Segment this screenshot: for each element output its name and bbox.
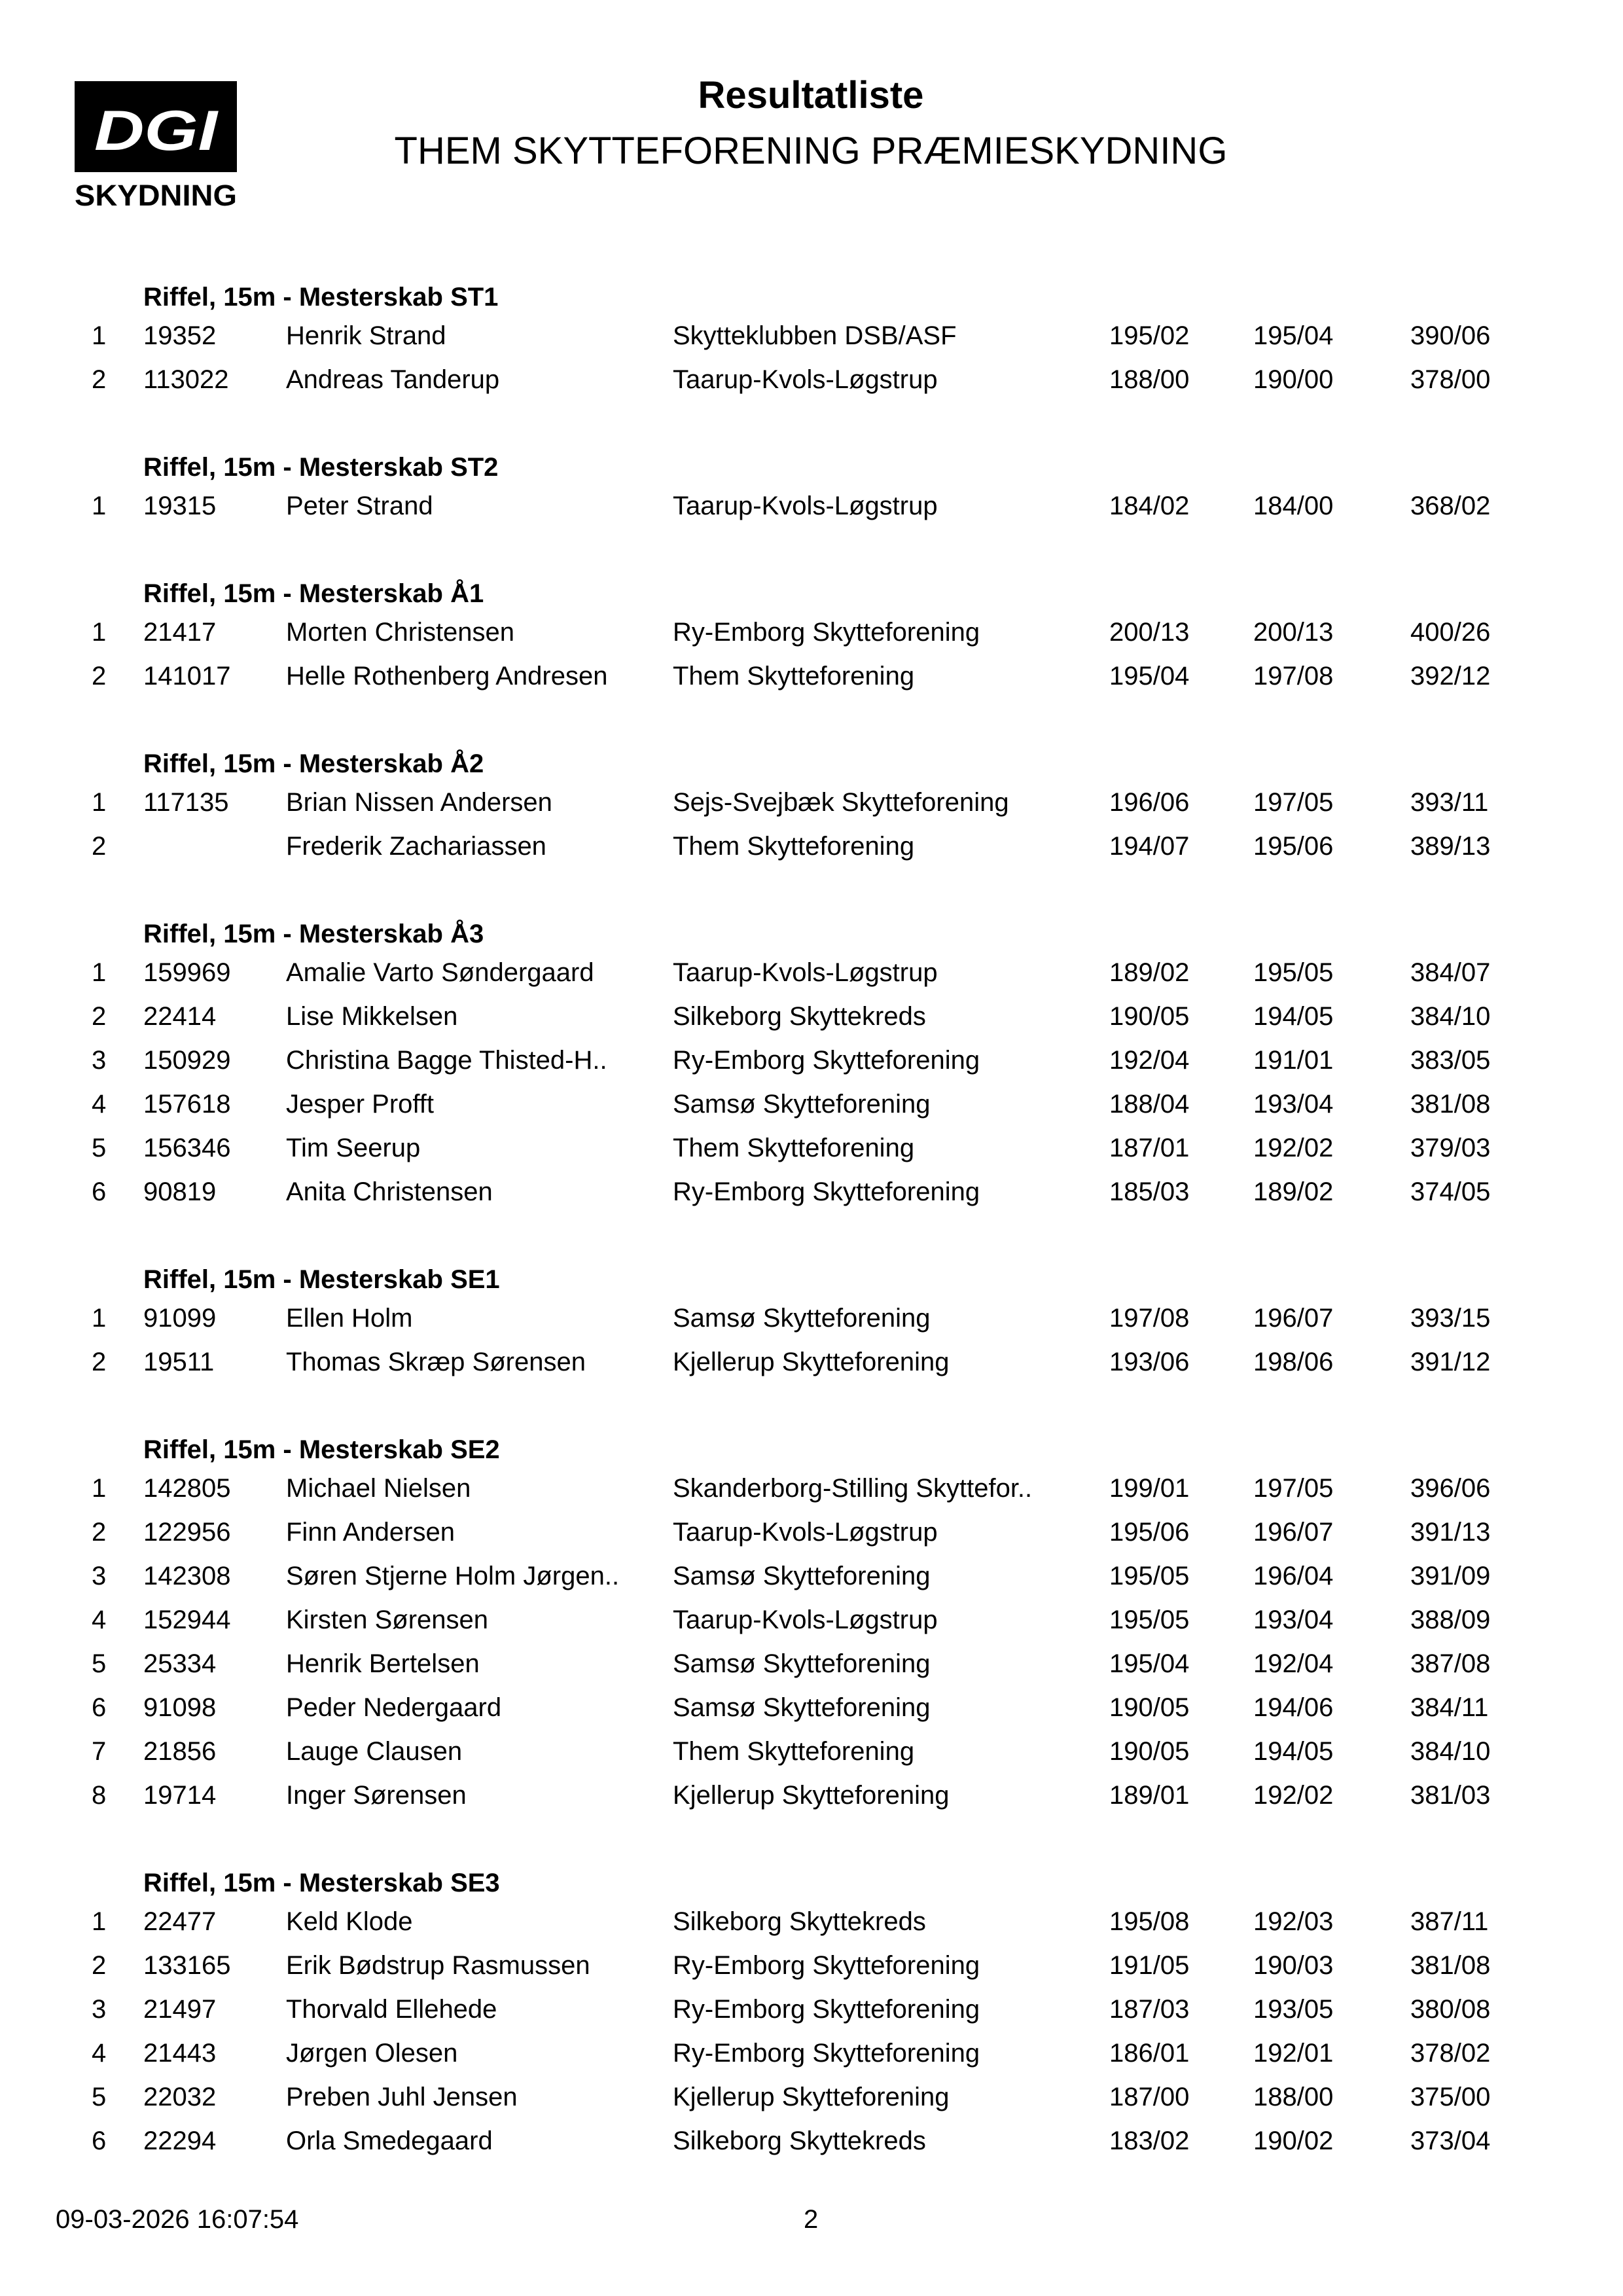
shooter-name-cell: Henrik Strand <box>286 321 446 350</box>
rank-cell: 6 <box>92 1693 107 1722</box>
result-row <box>0 2075 1623 2119</box>
score-2-cell: 193/04 <box>1253 1090 1334 1119</box>
score-2-cell: 197/05 <box>1253 788 1334 817</box>
result-row <box>0 1340 1623 1384</box>
result-row <box>0 2119 1623 2163</box>
score-1-cell: 189/02 <box>1109 958 1190 987</box>
total-score-cell: 393/15 <box>1410 1304 1491 1333</box>
member-id-cell: 113022 <box>143 365 229 394</box>
total-score-cell: 368/02 <box>1410 492 1491 520</box>
rank-cell: 1 <box>92 1304 107 1333</box>
shooter-name-cell: Morten Christensen <box>286 618 515 647</box>
total-score-cell: 384/11 <box>1410 1693 1489 1722</box>
member-id-cell: 19714 <box>143 1781 217 1810</box>
score-2-cell: 190/02 <box>1253 2126 1334 2155</box>
club-cell: Taarup-Kvols-Løgstrup <box>673 1518 938 1547</box>
total-score-cell: 374/05 <box>1410 1177 1491 1206</box>
member-id-cell: 133165 <box>143 1951 231 1980</box>
club-cell: Silkeborg Skyttekreds <box>673 1002 926 1031</box>
shooter-name-cell: Jesper Profft <box>286 1090 435 1119</box>
score-1-cell: 185/03 <box>1109 1177 1190 1206</box>
club-cell: Samsø Skytteforening <box>673 1693 931 1722</box>
score-1-cell: 183/02 <box>1109 2126 1190 2155</box>
result-row <box>0 655 1623 698</box>
club-cell: Samsø Skytteforening <box>673 1090 931 1119</box>
club-cell: Kjellerup Skytteforening <box>673 2083 950 2111</box>
shooter-name-cell: Preben Juhl Jensen <box>286 2083 518 2111</box>
score-1-cell: 184/02 <box>1109 492 1190 520</box>
section-heading: Riffel, 15m - Mesterskab SE3 <box>143 1869 500 1897</box>
score-1-cell: 190/05 <box>1109 1693 1190 1722</box>
score-1-cell: 195/05 <box>1109 1605 1190 1634</box>
total-score-cell: 379/03 <box>1410 1134 1491 1162</box>
result-section <box>0 917 1623 1214</box>
result-row <box>0 1039 1623 1083</box>
score-1-cell: 195/04 <box>1109 662 1190 691</box>
score-2-cell: 194/05 <box>1253 1002 1334 1031</box>
shooter-name-cell: Christina Bagge Thisted-H.. <box>286 1046 607 1075</box>
result-row <box>0 1686 1623 1730</box>
score-2-cell: 192/03 <box>1253 1907 1334 1936</box>
club-cell: Them Skytteforening <box>673 662 915 691</box>
score-2-cell: 189/02 <box>1253 1177 1334 1206</box>
score-2-cell: 198/06 <box>1253 1348 1334 1376</box>
member-id-cell: 150929 <box>143 1046 231 1075</box>
member-id-cell: 22477 <box>143 1907 217 1936</box>
total-score-cell: 383/05 <box>1410 1046 1491 1075</box>
score-1-cell: 190/05 <box>1109 1002 1190 1031</box>
score-1-cell: 197/08 <box>1109 1304 1190 1333</box>
result-row <box>0 2032 1623 2075</box>
club-cell: Samsø Skytteforening <box>673 1562 931 1590</box>
rank-cell: 4 <box>92 1605 107 1634</box>
result-row <box>0 995 1623 1039</box>
total-score-cell: 378/02 <box>1410 2039 1491 2068</box>
club-cell: Ry-Emborg Skytteforening <box>673 2039 980 2068</box>
score-1-cell: 189/01 <box>1109 1781 1190 1810</box>
result-section <box>0 450 1623 528</box>
section-heading: Riffel, 15m - Mesterskab ST1 <box>143 283 499 312</box>
result-section <box>0 1866 1623 2163</box>
result-row <box>0 1467 1623 1511</box>
page-number: 2 <box>804 2205 819 2234</box>
rank-cell: 1 <box>92 1907 107 1936</box>
page-title-text: Resultatliste <box>698 74 924 117</box>
score-1-cell: 187/01 <box>1109 1134 1190 1162</box>
shooter-name-cell: Brian Nissen Andersen <box>286 788 552 817</box>
club-cell: Ry-Emborg Skytteforening <box>673 1046 980 1075</box>
club-cell: Skytteklubben DSB/ASF <box>673 321 957 350</box>
score-1-cell: 187/00 <box>1109 2083 1190 2111</box>
section-heading: Riffel, 15m - Mesterskab Å2 <box>143 749 484 778</box>
total-score-cell: 396/06 <box>1410 1474 1491 1503</box>
score-2-cell: 192/02 <box>1253 1781 1334 1810</box>
shooter-name-cell: Kirsten Sørensen <box>286 1605 489 1634</box>
total-score-cell: 391/12 <box>1410 1348 1491 1376</box>
shooter-name-cell: Ellen Holm <box>286 1304 413 1333</box>
club-cell: Taarup-Kvols-Løgstrup <box>673 365 938 394</box>
score-2-cell: 193/05 <box>1253 1995 1334 2024</box>
rank-cell: 1 <box>92 1474 107 1503</box>
result-row <box>0 1730 1623 1774</box>
score-2-cell: 191/01 <box>1253 1046 1334 1075</box>
rank-cell: 6 <box>92 1177 107 1206</box>
score-1-cell: 195/02 <box>1109 321 1190 350</box>
club-cell: Them Skytteforening <box>673 1134 915 1162</box>
total-score-cell: 389/13 <box>1410 832 1491 861</box>
rank-cell: 2 <box>92 1348 107 1376</box>
rank-cell: 1 <box>92 958 107 987</box>
score-1-cell: 190/05 <box>1109 1737 1190 1766</box>
score-2-cell: 197/05 <box>1253 1474 1334 1503</box>
rank-cell: 1 <box>92 321 107 350</box>
score-1-cell: 192/04 <box>1109 1046 1190 1075</box>
shooter-name-cell: Keld Klode <box>286 1907 413 1936</box>
club-cell: Samsø Skytteforening <box>673 1649 931 1678</box>
club-cell: Taarup-Kvols-Løgstrup <box>673 492 938 520</box>
score-2-cell: 195/04 <box>1253 321 1334 350</box>
shooter-name-cell: Erik Bødstrup Rasmussen <box>286 1951 590 1980</box>
logo-subtitle-text: SKYDNING <box>75 179 237 209</box>
result-row <box>0 1554 1623 1598</box>
club-cell: Samsø Skytteforening <box>673 1304 931 1333</box>
total-score-cell: 400/26 <box>1410 618 1491 647</box>
result-section <box>0 1263 1623 1384</box>
member-id-cell: 142805 <box>143 1474 231 1503</box>
total-score-cell: 392/12 <box>1410 662 1491 691</box>
shooter-name-cell: Henrik Bertelsen <box>286 1649 480 1678</box>
club-cell: Sejs-Svejbæk Skytteforening <box>673 788 1009 817</box>
rank-cell: 1 <box>92 492 107 520</box>
total-score-cell: 381/03 <box>1410 1781 1491 1810</box>
result-row <box>0 1944 1623 1988</box>
rank-cell: 1 <box>92 788 107 817</box>
shooter-name-cell: Peder Nedergaard <box>286 1693 502 1722</box>
section-heading: Riffel, 15m - Mesterskab SE2 <box>143 1435 500 1464</box>
result-row <box>0 1642 1623 1686</box>
member-id-cell: 21856 <box>143 1737 217 1766</box>
score-2-cell: 188/00 <box>1253 2083 1334 2111</box>
rank-cell: 2 <box>92 1951 107 1980</box>
score-1-cell: 196/06 <box>1109 788 1190 817</box>
score-1-cell: 188/04 <box>1109 1090 1190 1119</box>
shooter-name-cell: Thomas Skræp Sørensen <box>286 1348 586 1376</box>
total-score-cell: 384/07 <box>1410 958 1491 987</box>
score-2-cell: 192/01 <box>1253 2039 1334 2068</box>
rank-cell: 2 <box>92 832 107 861</box>
total-score-cell: 391/13 <box>1410 1518 1491 1547</box>
member-id-cell: 90819 <box>143 1177 217 1206</box>
shooter-name-cell: Anita Christensen <box>286 1177 493 1206</box>
shooter-name-cell: Lise Mikkelsen <box>286 1002 458 1031</box>
event-title <box>0 132 1623 170</box>
rank-cell: 2 <box>92 1002 107 1031</box>
member-id-cell: 159969 <box>143 958 231 987</box>
member-id-cell: 91098 <box>143 1693 217 1722</box>
score-2-cell: 194/05 <box>1253 1737 1334 1766</box>
section-heading: Riffel, 15m - Mesterskab ST2 <box>143 453 499 482</box>
member-id-cell: 21443 <box>143 2039 217 2068</box>
rank-cell: 2 <box>92 662 107 691</box>
member-id-cell: 141017 <box>143 662 231 691</box>
member-id-cell: 21417 <box>143 618 217 647</box>
score-1-cell: 187/03 <box>1109 1995 1190 2024</box>
logo-mark-text: DGI <box>94 99 219 162</box>
member-id-cell: 91099 <box>143 1304 217 1333</box>
member-id-cell: 22414 <box>143 1002 217 1031</box>
total-score-cell: 375/00 <box>1410 2083 1491 2111</box>
rank-cell: 2 <box>92 1518 107 1547</box>
club-cell: Ry-Emborg Skytteforening <box>673 618 980 647</box>
member-id-cell: 21497 <box>143 1995 217 2024</box>
shooter-name-cell: Michael Nielsen <box>286 1474 471 1503</box>
total-score-cell: 380/08 <box>1410 1995 1491 2024</box>
section-heading: Riffel, 15m - Mesterskab Å3 <box>143 920 484 948</box>
member-id-cell: 152944 <box>143 1605 231 1634</box>
result-row <box>0 1511 1623 1554</box>
result-row <box>0 611 1623 655</box>
score-2-cell: 193/04 <box>1253 1605 1334 1634</box>
score-2-cell: 197/08 <box>1253 662 1334 691</box>
result-row <box>0 314 1623 358</box>
score-1-cell: 188/00 <box>1109 365 1190 394</box>
logo-subtitle <box>75 179 237 209</box>
club-cell: Them Skytteforening <box>673 1737 915 1766</box>
footer-timestamp: 09-03-2026 16:07:54 <box>56 2205 299 2234</box>
result-row <box>0 781 1623 825</box>
results-list <box>0 280 1623 2163</box>
shooter-name-cell: Jørgen Olesen <box>286 2039 458 2068</box>
total-score-cell: 378/00 <box>1410 365 1491 394</box>
member-id-cell: 19511 <box>143 1348 215 1376</box>
member-id-cell: 19315 <box>143 492 217 520</box>
score-1-cell: 186/01 <box>1109 2039 1190 2068</box>
result-row <box>0 1900 1623 1944</box>
rank-cell: 2 <box>92 365 107 394</box>
score-2-cell: 196/04 <box>1253 1562 1334 1590</box>
score-1-cell: 193/06 <box>1109 1348 1190 1376</box>
event-title-text: THEM SKYTTEFORENING PRÆMIESKYDNING <box>394 130 1228 172</box>
club-cell: Them Skytteforening <box>673 832 915 861</box>
shooter-name-cell: Tim Seerup <box>286 1134 421 1162</box>
member-id-cell: 122956 <box>143 1518 231 1547</box>
total-score-cell: 384/10 <box>1410 1002 1491 1031</box>
section-heading: Riffel, 15m - Mesterskab SE1 <box>143 1265 500 1294</box>
club-cell: Kjellerup Skytteforening <box>673 1781 950 1810</box>
score-2-cell: 190/03 <box>1253 1951 1334 1980</box>
score-2-cell: 192/04 <box>1253 1649 1334 1678</box>
club-cell: Kjellerup Skytteforening <box>673 1348 950 1376</box>
club-cell: Silkeborg Skyttekreds <box>673 2126 926 2155</box>
result-row <box>0 484 1623 528</box>
rank-cell: 6 <box>92 2126 107 2155</box>
rank-cell: 8 <box>92 1781 107 1810</box>
result-row <box>0 1297 1623 1340</box>
result-row <box>0 1598 1623 1642</box>
total-score-cell: 393/11 <box>1410 788 1489 817</box>
member-id-cell: 22294 <box>143 2126 217 2155</box>
result-row <box>0 1988 1623 2032</box>
score-2-cell: 192/02 <box>1253 1134 1334 1162</box>
score-1-cell: 200/13 <box>1109 618 1190 647</box>
shooter-name-cell: Lauge Clausen <box>286 1737 463 1766</box>
club-cell: Skanderborg-Stilling Skyttefor.. <box>673 1474 1033 1503</box>
shooter-name-cell: Andreas Tanderup <box>286 365 500 394</box>
total-score-cell: 391/09 <box>1410 1562 1491 1590</box>
club-cell: Ry-Emborg Skytteforening <box>673 1995 980 2024</box>
shooter-name-cell: Finn Andersen <box>286 1518 455 1547</box>
result-row <box>0 951 1623 995</box>
score-2-cell: 195/05 <box>1253 958 1334 987</box>
result-row <box>0 825 1623 869</box>
score-2-cell: 195/06 <box>1253 832 1334 861</box>
total-score-cell: 381/08 <box>1410 1090 1491 1119</box>
rank-cell: 3 <box>92 1995 107 2024</box>
rank-cell: 5 <box>92 1649 107 1678</box>
result-row <box>0 1126 1623 1170</box>
member-id-cell: 156346 <box>143 1134 231 1162</box>
member-id-cell: 117135 <box>143 788 229 817</box>
score-2-cell: 200/13 <box>1253 618 1334 647</box>
shooter-name-cell: Amalie Varto Søndergaard <box>286 958 594 987</box>
score-1-cell: 194/07 <box>1109 832 1190 861</box>
rank-cell: 3 <box>92 1046 107 1075</box>
shooter-name-cell: Peter Strand <box>286 492 433 520</box>
club-cell: Taarup-Kvols-Løgstrup <box>673 958 938 987</box>
page-title <box>0 74 1623 117</box>
club-cell: Taarup-Kvols-Løgstrup <box>673 1605 938 1634</box>
score-2-cell: 190/00 <box>1253 365 1334 394</box>
total-score-cell: 390/06 <box>1410 321 1491 350</box>
shooter-name-cell: Thorvald Ellehede <box>286 1995 497 2024</box>
rank-cell: 3 <box>92 1562 107 1590</box>
result-section <box>0 280 1623 402</box>
member-id-cell: 157618 <box>143 1090 231 1119</box>
member-id-cell: 25334 <box>143 1649 217 1678</box>
total-score-cell: 381/08 <box>1410 1951 1491 1980</box>
result-row <box>0 1774 1623 1818</box>
score-1-cell: 195/05 <box>1109 1562 1190 1590</box>
result-section <box>0 747 1623 869</box>
result-row <box>0 358 1623 402</box>
score-1-cell: 195/04 <box>1109 1649 1190 1678</box>
member-id-cell: 19352 <box>143 321 217 350</box>
shooter-name-cell: Orla Smedegaard <box>286 2126 493 2155</box>
score-1-cell: 199/01 <box>1109 1474 1190 1503</box>
total-score-cell: 387/08 <box>1410 1649 1491 1678</box>
score-1-cell: 195/08 <box>1109 1907 1190 1936</box>
shooter-name-cell: Helle Rothenberg Andresen <box>286 662 608 691</box>
score-2-cell: 196/07 <box>1253 1518 1334 1547</box>
shooter-name-cell: Inger Sørensen <box>286 1781 467 1810</box>
rank-cell: 4 <box>92 2039 107 2068</box>
total-score-cell: 384/10 <box>1410 1737 1491 1766</box>
result-row <box>0 1170 1623 1214</box>
total-score-cell: 387/11 <box>1410 1907 1489 1936</box>
rank-cell: 1 <box>92 618 107 647</box>
score-2-cell: 196/07 <box>1253 1304 1334 1333</box>
rank-cell: 4 <box>92 1090 107 1119</box>
member-id-cell: 142308 <box>143 1562 231 1590</box>
shooter-name-cell: Frederik Zachariassen <box>286 832 546 861</box>
score-2-cell: 194/06 <box>1253 1693 1334 1722</box>
club-cell: Silkeborg Skyttekreds <box>673 1907 926 1936</box>
score-2-cell: 184/00 <box>1253 492 1334 520</box>
club-cell: Ry-Emborg Skytteforening <box>673 1951 980 1980</box>
result-section <box>0 577 1623 698</box>
total-score-cell: 373/04 <box>1410 2126 1491 2155</box>
shooter-name-cell: Søren Stjerne Holm Jørgen.. <box>286 1562 620 1590</box>
result-section <box>0 1433 1623 1818</box>
member-id-cell: 22032 <box>143 2083 217 2111</box>
score-1-cell: 191/05 <box>1109 1951 1190 1980</box>
total-score-cell: 388/09 <box>1410 1605 1491 1634</box>
section-heading: Riffel, 15m - Mesterskab Å1 <box>143 579 484 608</box>
result-row <box>0 1083 1623 1126</box>
rank-cell: 5 <box>92 1134 107 1162</box>
score-1-cell: 195/06 <box>1109 1518 1190 1547</box>
club-cell: Ry-Emborg Skytteforening <box>673 1177 980 1206</box>
rank-cell: 5 <box>92 2083 107 2111</box>
rank-cell: 7 <box>92 1737 107 1766</box>
